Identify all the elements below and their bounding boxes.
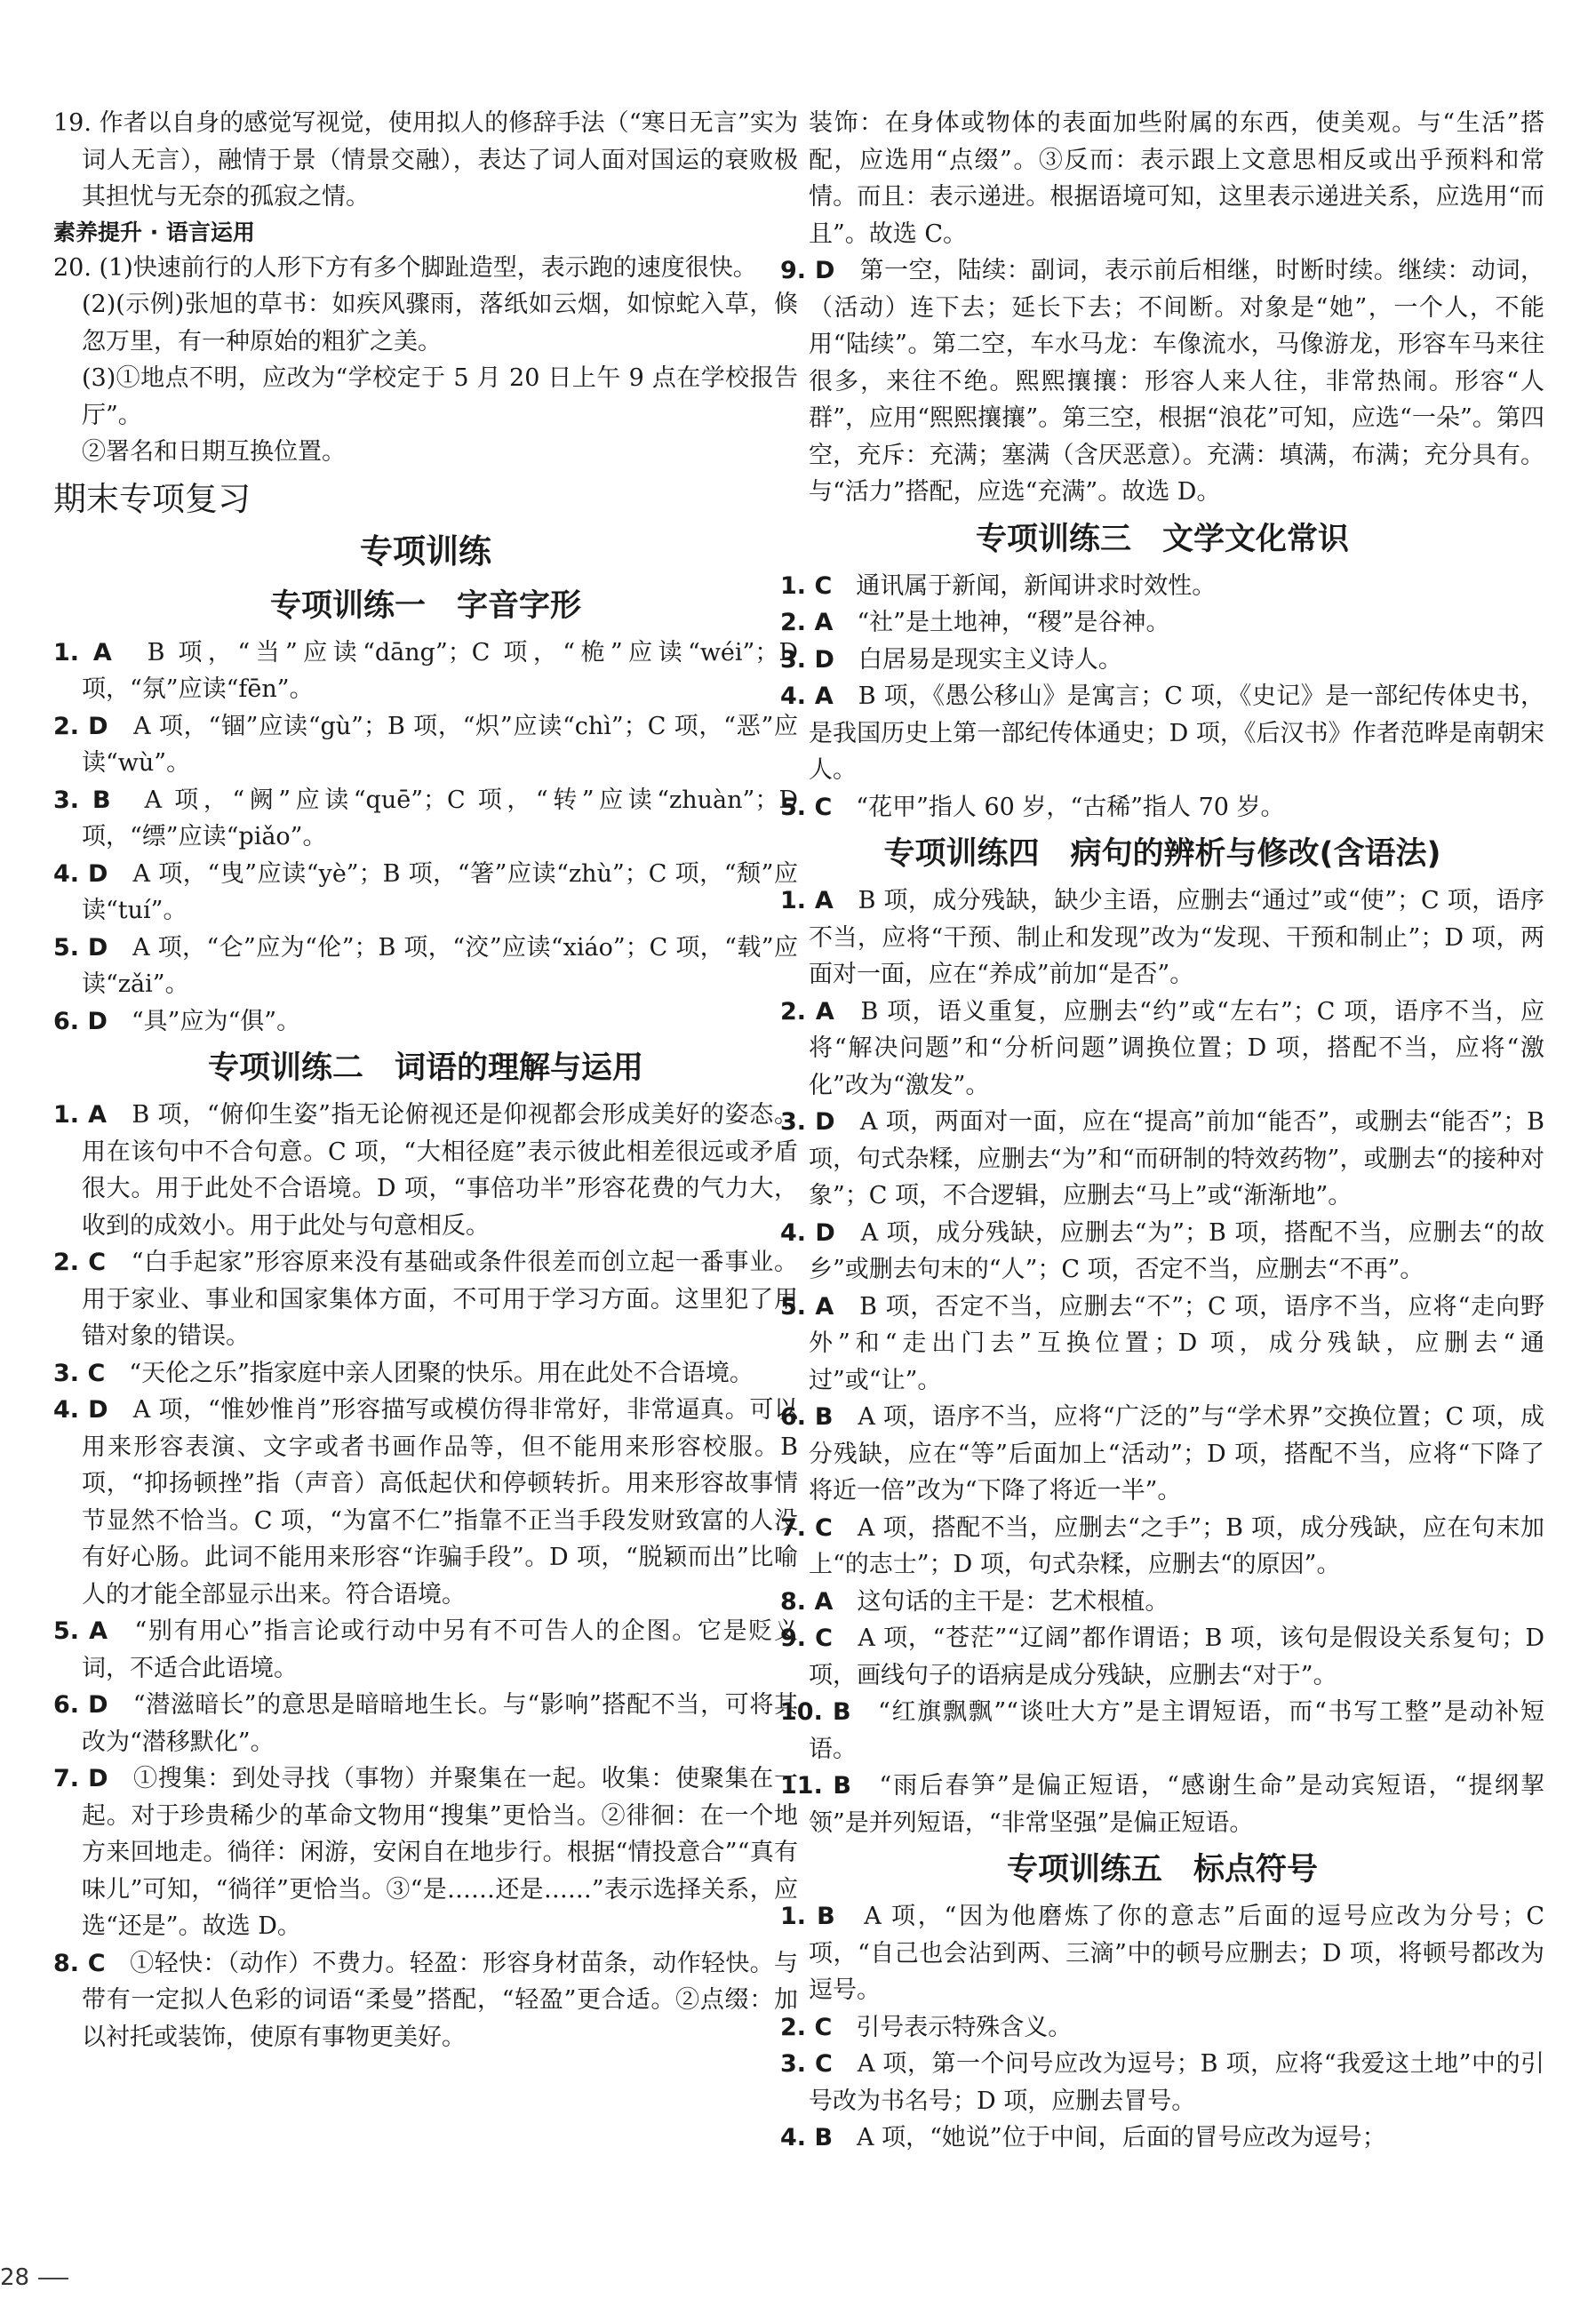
list-item: 1. C 通讯属于新闻，新闻讲求时效性。 (780, 571, 1217, 600)
answer-19: 19. 作者以自身的感觉写视觉，使用拟人的修辞手法（“寒日无言”实为词人无言），融情于景（情景交融），表达了词人面对国运的衰败极其担忧与无奈的孤寂之情。 (53, 109, 798, 211)
list-item: 11. B “雨后春笋”是偏正短语，“感谢生命”是动宾短语，“提纲挈领”是并列短语，“非常坚强”是偏正短语。 (780, 1772, 1544, 1837)
answer-20-1: 20. (1)快速前行的人形下方有多个脚趾造型，表示跑的速度很快。 (53, 253, 757, 282)
list-item: 9. C A 项，“苍茫”“辽阔”都作谓语；B 项，该句是假设关系复句；D 项，画线句子的语病是成分残缺，应删去“对于”。 (780, 1624, 1544, 1689)
list-item: 3. C “天伦之乐”指家庭中亲人团聚的快乐。用在此处不合语境。 (53, 1359, 754, 1387)
section-4-list (780, 882, 1544, 1841)
list-item: 4. B A 项，“她说”位于中间，后面的冒号应改为逗号； (780, 2124, 1386, 2151)
list-item: 3. D A 项，两面对一面，应在“提高”前加“能否”，或删去“能否”；B 项，句式杂糅，应删去“为”和“而研制的特效药物”，或删去“的接种对象”；C 项，不合逻辑，应删去“马上”或“渐渐地”。 (780, 1108, 1544, 1209)
list-item: 9. D 第一空，陆续：副词，表示前后相继，时断时续。继续：动词，（活动）连下去；延长下去；不间断。对象是“她”，一个人，不能用“陆续”。第二空，车水马龙：车像流水，马像游龙，形容车马来往很多，来往不绝。熙熙攘攘：形容人来人往，非常热闹。形容“人群”，应用“熙熙攘攘”。第三空，根据“浪花”可知，应选“一朵”。第四空，充斥：充满；塞满（含厌恶意）。充满：填满，布满；充分具有。与“活力”搭配，应选“充满”。故选 D。 (780, 257, 1545, 506)
list-item: 6. D “具”应为“俱”。 (53, 1007, 301, 1035)
list-item: 1. A B 项，成分残缺，缺少主语，应删去“通过”或“使”；C 项，语序不当，应将“干预、制止和发现”改为“发现、干预和制止”；D 项，两面对一面，应在“养成”前加“是否”。 (780, 887, 1544, 988)
section-1-title: 专项训练一 字音字形 (269, 587, 581, 624)
list-item: 6. B A 项，语序不当，应将“广泛的”与“学术界”交换位置；C 项，成分残缺，应在“等”后面加上“活动”；D 项，搭配不当，应将“下降了将近一倍”改为“下降了将近一半”。 (780, 1403, 1544, 1505)
list-item: 5. A “别有用心”指言论或行动中另有不可告人的企图。它是贬义词，不适合此语境。 (53, 1617, 798, 1682)
list-item: 4. D A 项，“曳”应读“yè”；B 项，“箸”应读“zhù”；C 项，“颓”应读“tuí”。 (53, 859, 798, 924)
list-item: 1. A B 项，“当”应读“dāng”；C 项，“桅”应读“wéi”；D 项，“氛”应读“fēn”。 (53, 638, 798, 703)
answer-20-3b: ②署名和日期互换位置。 (82, 438, 346, 466)
list-item: 8. C ①轻快：（动作）不费力。轻盈：形容身材苗条，动作轻快。与带有一定拟人色彩的词语“柔曼”搭配，“轻盈”更合适。②点缀：加以衬托或装饰，使原有事物更美好。 (53, 1949, 799, 2051)
review-title: 期末专项复习 (53, 479, 251, 518)
list-item: 5. A B 项，否定不当，应删去“不”；C 项，语序不当，应将“走向野外”和“走出门去”互换位置；D 项，成分残缺，应删去“通过”或“让”。 (780, 1292, 1545, 1394)
list-item: 3. B A 项，“阙”应读“quē”；C 项，“转”应读“zhuàn”；D 项，“缥”应读“piǎo”。 (53, 786, 798, 850)
section-2-title: 专项训练二 词语的理解与运用 (207, 1050, 643, 1086)
list-item: 5. D A 项，“仑”应为“伦”；B 项，“洨”应读“xiáo”；C 项，“载”应读“zǎi”。 (53, 933, 799, 998)
list-item: 7. D ①搜集：到处寻找（事物）并聚集在一起。收集：使聚集在一起。对于珍贵稀少的革命文物用“搜集”更恰当。②徘徊：在一个地方来回地走。徜徉：闲游，安闲自在地步行。根据“情投意合”“真有味儿”可知，“徜徉”更恰当。③“是……还是……”表示选择关系，应选“还是”。故选 D。 (53, 1765, 799, 1940)
list-item: 7. C A 项，搭配不当，应删去“之手”；B 项，成分残缺，应在句末加上“的志士”；D 项，句式杂糅，应删去“的原因”。 (780, 1513, 1544, 1578)
list-item: 2. C 引号表示特殊含义。 (780, 2013, 1073, 2041)
training-title: 专项训练 (360, 531, 491, 571)
section-3-title: 专项训练三 文学文化常识 (975, 521, 1349, 557)
list-item: 3. D 白居易是现实主义诗人。 (780, 645, 1122, 674)
answer-8-continued: 装饰：在身体或物体的表面加些附属的东西，使美观。与“生活”搭配，应选用“点缀”。③反而：表示跟上文意思相反或出乎预料和常情。而且：表示递进。根据语境可知，这里表示递进关系，应选用“而且”。故选 C。 (809, 109, 1544, 248)
category-heading: 素养提升 · 语言运用 (53, 219, 255, 245)
list-item: 4. D A 项，“惟妙惟肖”形容描写或模仿得非常好，非常逼真。可以用来形容表演、文字或者书画作品等，但不能用来形容校服。B 项，“抑扬顿挫”指（声音）高低起伏和停顿转折。用来形容故事情节显然不恰当。C 项，“为富不仁”指靠不正当手段发财致富的人没有好心肠。此词不能用来形容“诈骗手段”。D 项，“脱颖而出”比喻人的才能全部显示出来。符合语境。 (53, 1396, 799, 1609)
list-item: 1. A B 项，“俯仰生姿”指无论俯视还是仰视都会形成美好的姿态。用在该句中不合句意。C 项，“大相径庭”表示彼此相差很远或矛盾很大。用于此处不合语境。D 项，“事倍功半”形容花费的气力大，收到的成效小。用于此处与句意相反。 (53, 1101, 798, 1240)
list-item: 4. D A 项，成分残缺，应删去“为”；B 项，搭配不当，应删去“的故乡”或删去句末的“人”；C 项，否定不当，应删去“不再”。 (780, 1218, 1544, 1283)
list-item: 6. D “潜滋暗长”的意思是暗暗地生长。与“影响”搭配不当，可将其改为“潜移默化”。 (53, 1691, 798, 1756)
list-item: 3. C A 项，第一个问号应改为逗号；B 项，应将“我爱这土地”中的引号改为书名号；D 项，应删去冒号。 (780, 2050, 1544, 2115)
right-column (780, 105, 1544, 2157)
list-item: 8. A 这句话的主干是：艺术根植。 (780, 1587, 1169, 1616)
left-column (53, 105, 798, 2056)
section-5-title: 专项训练五 标点符号 (1006, 1852, 1318, 1888)
list-item: 4. A B 项，《愚公移山》是寓言；C 项，《史记》是一部纪传体史书，是我国历史上第一部纪传体通史；D 项，《后汉书》作者范晔是南朝宋人。 (780, 683, 1544, 784)
list-item: 10. B “红旗飘飘”“谈吐大方”是主谓短语，而“书写工整”是动补短语。 (780, 1698, 1544, 1763)
section-2-list (53, 1097, 798, 2056)
section-5-list (780, 1898, 1544, 2157)
list-item: 2. A “社”是土地神，“稷”是谷神。 (780, 609, 1170, 636)
list-item: 2. A B 项，语义重复，应删去“约”或“左右”；C 项，语序不当，应将“解决问题”和“分析问题”调换位置；D 项，搭配不当，应将“激化”改为“激发”。 (780, 997, 1544, 1099)
page-footer (0, 2264, 68, 2291)
list-item: 2. D A 项，“锢”应读“gù”；B 项，“炽”应读“chì”；C 项，“恶”应读“wù”。 (53, 712, 798, 777)
answer-20-3: (3)①地点不明，应改为“学校定于 5 月 20 日上午 9 点在学校报告厅”。 (82, 364, 798, 429)
footer-rule (38, 2278, 68, 2279)
answer-20-2: (2)(示例)张旭的草书：如疾风骤雨，落纸如云烟，如惊蛇入草，倏忽万里，有一种原始的粗犷之美。 (82, 291, 798, 355)
section-3-list (780, 568, 1544, 826)
page-number: 28 (0, 2264, 30, 2291)
section-1-list (53, 635, 798, 1041)
list-item: 2. C “白手起家”形容原来没有基础或条件很差而创立起一番事业。用于家业、事业和国家集体方面，不可用于学习方面。这里犯了用错对象的错误。 (53, 1249, 798, 1350)
list-item: 5. C “花甲”指人 60 岁，“古稀”指人 70 岁。 (780, 793, 1285, 821)
list-item: 1. B A 项，“因为他磨炼了你的意志”后面的逗号应改为分号；C 项，“自己也会沾到两、三滴”中的顿号应删去；D 项，将顿号都改为逗号。 (780, 1903, 1544, 2004)
section-4-title: 专项训练四 病句的辨析与修改(含语法) (883, 836, 1441, 872)
